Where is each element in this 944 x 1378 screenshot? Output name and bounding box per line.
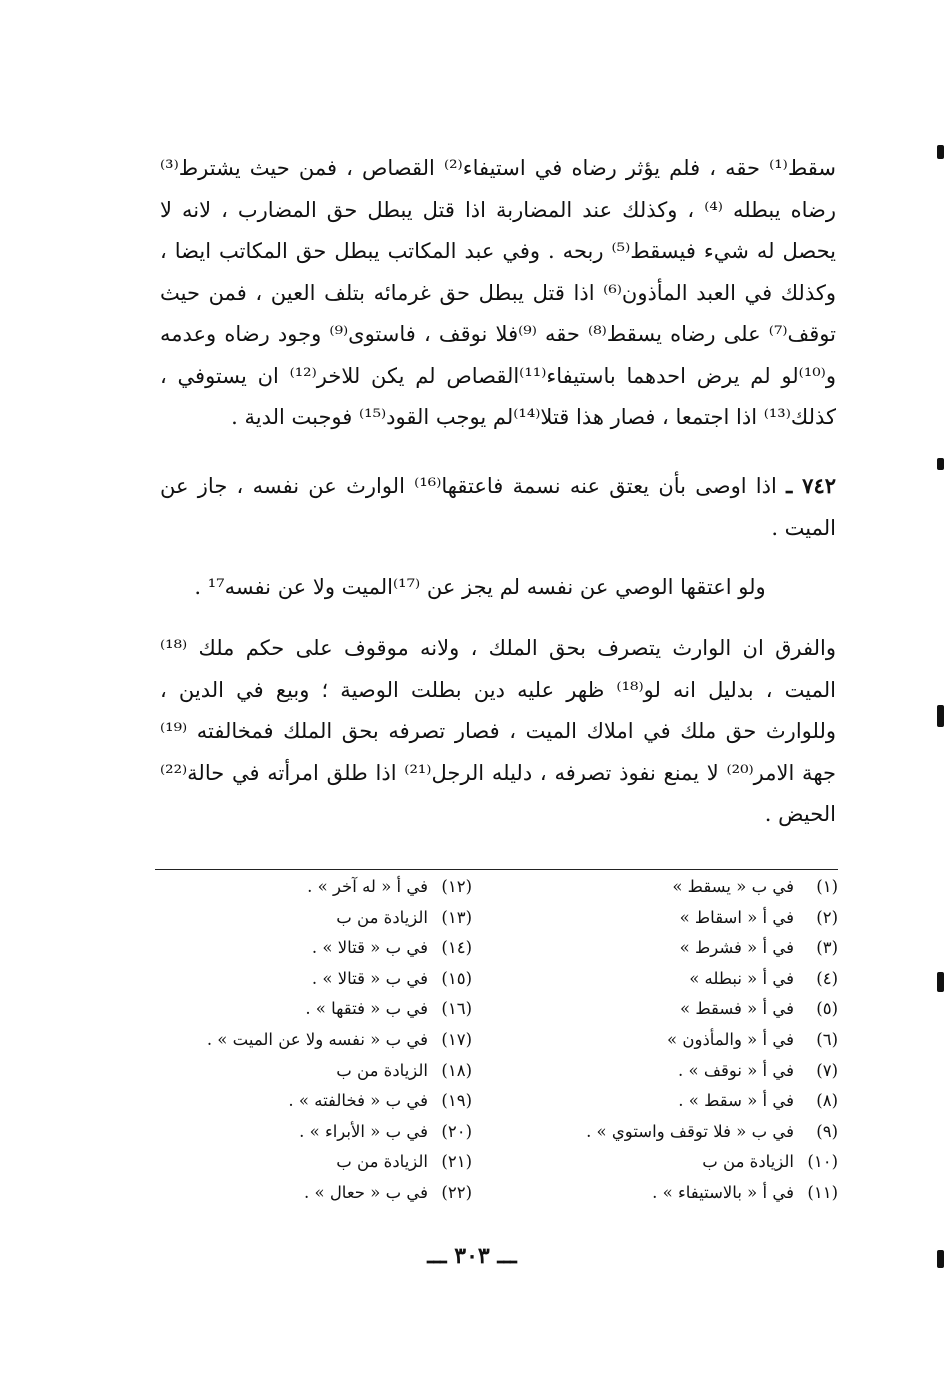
footnote (142, 1117, 472, 1148)
footnote-text: في ب « نفسه ولا عن الميت » . (206, 1029, 428, 1049)
footnote-number: (٣) (816, 938, 838, 958)
item-text: اذا اوصى بأن يعتق عنه نسمة فاعتقها⁽¹⁶⁾ الوارث عن نفسه ، جاز عن الميت . (160, 474, 836, 540)
margin-mark (937, 1250, 944, 1268)
footnote (508, 1086, 838, 1117)
margin-mark (937, 458, 944, 470)
footnote (142, 872, 472, 903)
footnote-number: (١٦) (441, 999, 472, 1019)
footnote-number: (١١) (807, 1182, 838, 1202)
footnote (508, 1117, 838, 1148)
footnote-number: (١٧) (441, 1029, 472, 1049)
footnote-text: في ب « يسقط » (672, 877, 794, 896)
footnote-number: (١٣) (441, 907, 472, 927)
footnote (142, 1147, 472, 1178)
footnotes-left-column (142, 872, 472, 1209)
footnote (142, 903, 472, 934)
footnote-text: في أ « فسقط » (679, 999, 794, 1019)
footnote-number: (٢٢) (441, 1182, 472, 1202)
footnote-number: (٥) (816, 999, 838, 1019)
footnote-text: في ب « فخالفته » . (288, 1091, 428, 1111)
body-paragraph-2 (160, 465, 836, 549)
footnote-number: (٢٠) (441, 1121, 472, 1141)
footnote-number: (١٠) (807, 1152, 838, 1172)
footnote-text: في أ « سقط » . (678, 1091, 794, 1111)
paragraph-text (160, 465, 836, 549)
body-paragraph-3 (160, 567, 800, 609)
footnote-number: (٦) (816, 1029, 838, 1049)
footnote-text: في أ « بالاستيفاء » . (652, 1182, 794, 1202)
footnote-text: في ب « الأبراء » . (299, 1121, 428, 1141)
footnote-text: في ب « قتالا » . (311, 938, 428, 958)
footnote-text: في أ « له آخر » . (307, 877, 428, 896)
footnote (142, 1178, 472, 1209)
footnote (142, 964, 472, 995)
footnote-text: الزيادة من ب (336, 1060, 428, 1080)
footnotes-right-column (508, 872, 838, 1209)
footnote (508, 1147, 838, 1178)
footnote (508, 994, 838, 1025)
footnote-text: في أ « نوقف » . (678, 1060, 794, 1080)
footnote (142, 1086, 472, 1117)
footnote (142, 994, 472, 1025)
paragraph-text: سقط⁽¹⁾ حقه ، فلم يؤثر رضاه في استيفاء⁽²⁾ القصاص ، فمن حيث يشترط⁽³⁾ رضاه يبطله ⁽⁴⁾ ، وكذلك عند المضاربة اذا قتل يبطل حق المضارب ، لانه لا يحصل له شيء فيسقط⁽⁵⁾ ربحه . وفي عبد المكاتب يبطل حق المكاتب ايضا ، وكذلك في العبد المأذون⁽⁶⁾ اذا قتل يبطل حق غرمائه بتلف العين ، فمن حيث توقف⁽⁷⁾ على رضاه يسقط⁽⁸⁾ حقه ⁽⁹⁾فلا نوقف ، فاستوى⁽⁹⁾ وجود رضاه وعدمه و⁽¹⁰⁾لو لم يرض احدهما باستيفاء⁽¹¹⁾القصاص لم يكن للاخر⁽¹²⁾ ان يستوفي ، كذلك⁽¹³⁾ اذا اجتمعا ، فصار هذا قتلا⁽¹⁴⁾لم يوجب القود⁽¹⁵⁾ فوجبت الدية . (160, 156, 836, 429)
footnote-number: (١٩) (441, 1091, 472, 1111)
footnote (508, 1056, 838, 1087)
footnote-text: في أ « نبطله » (689, 968, 794, 988)
body-paragraph-4 (160, 628, 836, 836)
footnote (508, 903, 838, 934)
footnote-number: (٢) (816, 907, 838, 927)
paragraph-text: ولو اعتقها الوصي عن نفسه لم يجز عن ⁽¹⁷⁾الميت ولا عن نفسه¹⁷ . (194, 575, 766, 599)
footnote (508, 872, 838, 903)
footnote-number: (٨) (816, 1091, 838, 1111)
footnote-text: في ب « فتقها » . (305, 999, 428, 1019)
footnote (508, 964, 838, 995)
item-number: ٧٤٢ ـ (786, 473, 837, 498)
footnote-number: (٧) (816, 1060, 838, 1080)
footnote-number: (١٥) (441, 968, 472, 988)
footnote-number: (١٢) (441, 877, 472, 896)
margin-mark (937, 705, 944, 727)
footnote-text: في ب « حعال » . (303, 1182, 428, 1202)
footnote-number: (٩) (816, 1121, 838, 1141)
paragraph-text: والفرق ان الوارث يتصرف بحق الملك ، ولانه موقوف على حكم ملك ⁽¹⁸⁾ الميت ، بدليل انه لو⁽¹⁸⁾ ظهر عليه دين بطلت الوصية ؛ وبيع في الدين ، وللوارث حق ملك في املاك الميت ، فصار تصرفه بحق الملك فمخالفته ⁽¹⁹⁾ جهة الامر⁽²⁰⁾ لا يمنع نفوذ تصرفه ، دليله الرجل⁽²¹⁾ اذا طلق امرأته في حالة⁽²²⁾ الحيض . (160, 636, 836, 826)
footnote-divider (155, 869, 838, 870)
footnote-text: في أ « اسقاط » (679, 907, 794, 927)
footnote-number: (٤) (816, 968, 838, 988)
footnote-text: الزيادة من ب (336, 907, 428, 927)
footnote-text: في ب « فلا توقف واستوي » . (586, 1121, 794, 1141)
footnote (142, 1025, 472, 1056)
footnote-number: (١٨) (441, 1060, 472, 1080)
margin-mark (937, 972, 944, 992)
footnote-number: (١) (816, 877, 838, 896)
footnote-number: (٢١) (441, 1152, 472, 1172)
footnote-text: الزيادة من ب (336, 1152, 428, 1172)
footnote (508, 1025, 838, 1056)
body-paragraph-1 (160, 148, 836, 439)
footnote-text: في أ « والمأذون » (667, 1029, 794, 1049)
footnote (142, 1056, 472, 1087)
page-number: ـــ ٣٠٣ ـــ (427, 1243, 517, 1269)
footnote-text: في أ « فشرط » (679, 938, 794, 958)
footnote-text: في ب « قتالا » . (311, 968, 428, 988)
margin-mark (937, 145, 944, 159)
footnote-number: (١٤) (441, 938, 472, 958)
footnote-text: الزيادة من ب (702, 1152, 794, 1172)
footnote (142, 933, 472, 964)
footnote (508, 933, 838, 964)
footnote (508, 1178, 838, 1209)
